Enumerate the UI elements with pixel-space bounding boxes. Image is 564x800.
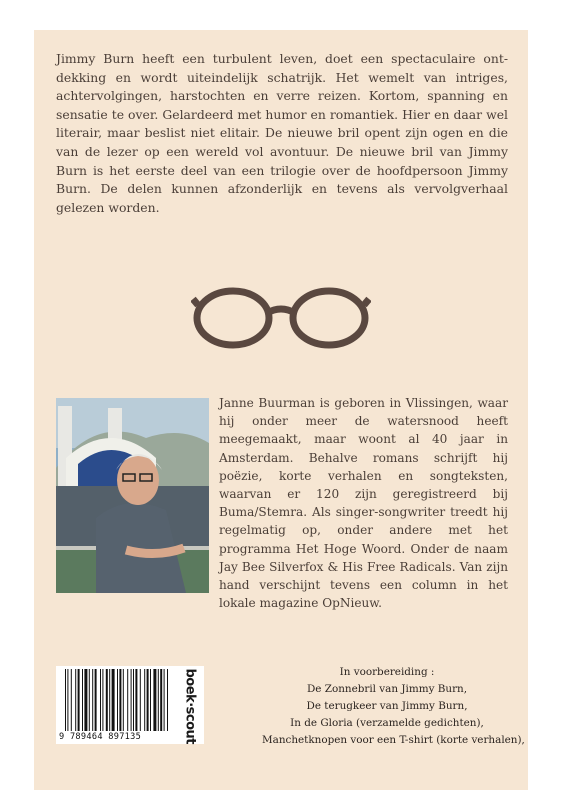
in-preparation-list: [262, 664, 525, 749]
publisher-logo-text: boek·scout: [182, 668, 198, 744]
author-photo: [56, 398, 209, 593]
in-preparation-heading: In voorbereiding :: [339, 666, 435, 678]
isbn-digits: 9 789464 897135: [59, 732, 142, 742]
book-blurb: Jimmy Burn heeft een turbulent leven, doet een spectaculaire ontdekking en wordt uiteindelijk schatrijk. Het wemelt van intriges, achtervolgingen, harstochten en verre reizen. Kortom, spanning en sensatie te over. Gelardeerd met humor en romantiek. Hier en daar wel literair, maar beslist niet elitair. De nieuwe bril opent zijn ogen en die van de lezer op een wereld vol avontuur. De nieuwe bril van Jimmy Burn is het eerste deel van een trilogie over de hoofdpersoon Jimmy Burn. De delen kunnen afzonderlijk en tevens als vervolgverhaal gelezen worden.: [56, 51, 508, 215]
in-preparation-item: Manchetknopen voor een T-shirt (korte verhalen),: [262, 734, 525, 746]
author-bio: Janne Buurman is geboren in Vlissingen, waar hij onder meer de watersnood heeft meegemaakt, maar woont al 40 jaar in Amsterdam. Behalve romans schrijft hij poëzie, korte verhalen en songteksten, waarvan er 120 zijn geregistreerd bij Buma/Stemra. Als singer-songwriter treedt hij regelmatig op, onder andere met het programma Het Hoge Woord. Onder de naam Jay Bee Silverfox & His Free Radicals. Van zijn hand verschijnt tevens een column in het lokale magazine OpNieuw.: [219, 396, 508, 611]
in-preparation-item: De Zonnebril van Jimmy Burn,: [306, 683, 468, 695]
back-cover: [34, 30, 528, 790]
round-eyeglasses-icon: [191, 283, 371, 349]
in-preparation-item: In de Gloria (verzamelde gedichten),: [290, 717, 484, 729]
in-preparation-item: De terugkeer van Jimmy Burn,: [306, 700, 468, 712]
publisher-logo: [175, 668, 199, 744]
